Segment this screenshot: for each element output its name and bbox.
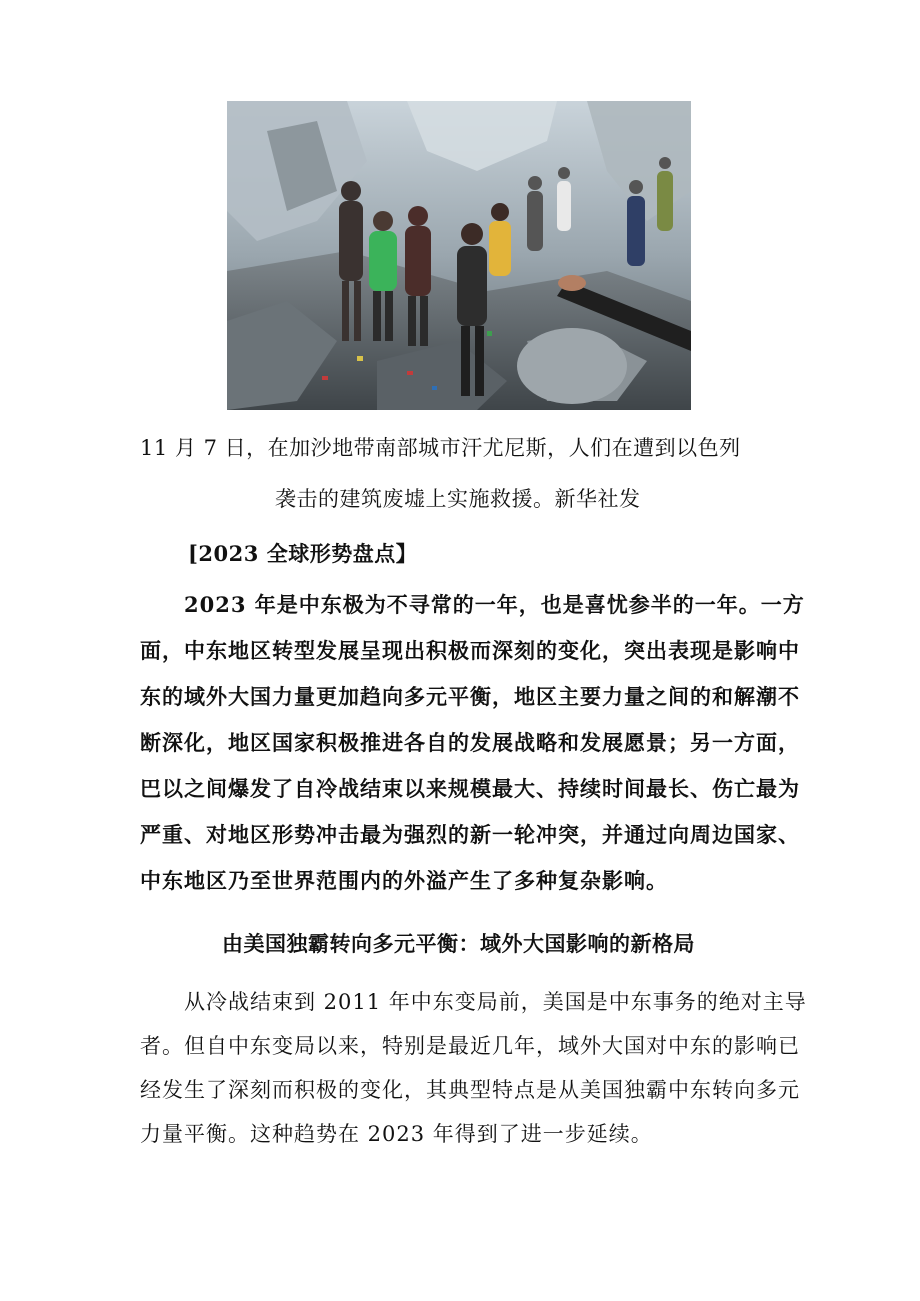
paragraph-line: 中东地区乃至世界范围内的外溢产生了多种复杂影响。	[140, 868, 668, 893]
paragraph-2	[140, 988, 807, 1164]
paragraph-line: 严重、对地区形势冲击最为强烈的新一轮冲突，并通过向周边国家、	[140, 822, 800, 847]
section-tag: [2023 全球形势盘点】	[188, 541, 418, 566]
paragraph-line: 2023 年是中东极为不寻常的一年，也是喜忧参半的一年。一方	[140, 592, 805, 617]
paragraph-line: 断深化，地区国家积极推进各自的发展战略和发展愿景；另一方面，	[140, 730, 800, 755]
paragraph-line: 从冷战结束到 2011 年中东变局前，美国是中东事务的绝对主导	[140, 990, 807, 1014]
paragraph-line: 经发生了深刻而积极的变化，其典型特点是从美国独霸中东转向多元	[140, 1078, 800, 1102]
photo-caption-line-2: 袭击的建筑废墟上实施救援。新华社发	[275, 487, 641, 511]
paragraph-1	[140, 591, 805, 913]
paragraph-line: 者。但自中东变局以来，特别是最近几年，域外大国对中东的影响已	[140, 1034, 800, 1058]
rubble-rescue-photo-icon	[227, 101, 691, 410]
photo-caption-line-1: 11 月 7 日，在加沙地带南部城市汗尤尼斯，人们在遭到以色列	[140, 436, 741, 460]
news-photo	[227, 101, 691, 410]
paragraph-line: 面，中东地区转型发展呈现出积极而深刻的变化，突出表现是影响中	[140, 638, 800, 663]
paragraph-line: 巴以之间爆发了自冷战结束以来规模最大、持续时间最长、伤亡最为	[140, 776, 800, 801]
paragraph-line: 力量平衡。这种趋势在 2023 年得到了进一步延续。	[140, 1122, 653, 1146]
subheading: 由美国独霸转向多元平衡：域外大国影响的新格局	[222, 931, 695, 956]
paragraph-line: 东的域外大国力量更加趋向多元平衡，地区主要力量之间的和解潮不	[140, 684, 800, 709]
